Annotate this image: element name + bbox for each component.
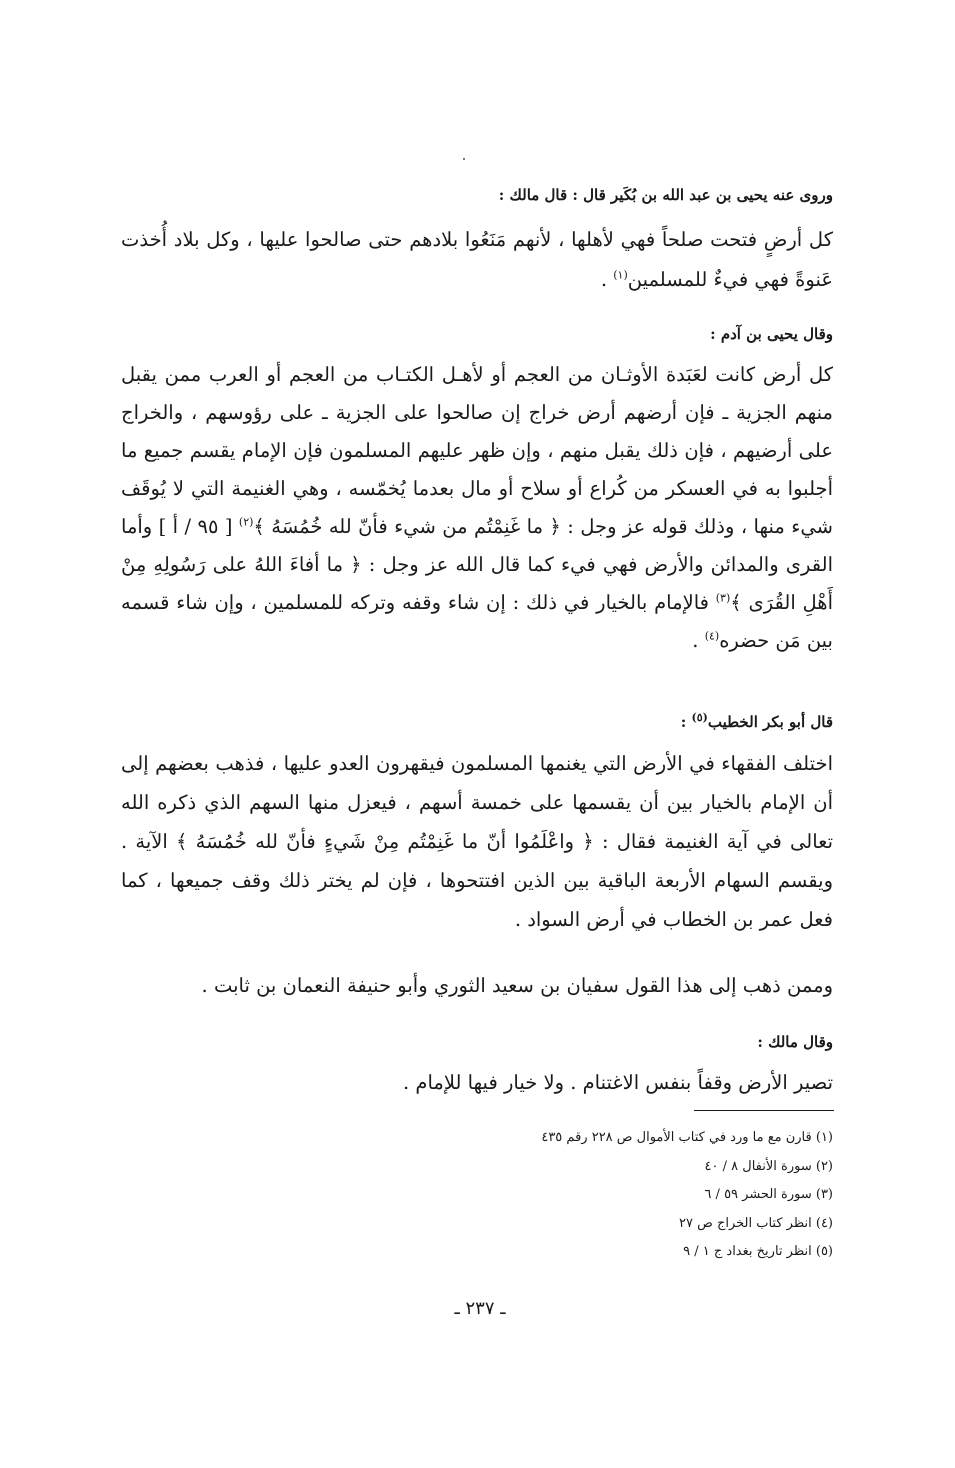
heading-colon: :: [680, 713, 692, 731]
footnote-item: (٣) سورة الحشر ٥٩ / ٦: [704, 1187, 833, 1202]
footnote-item: (٢) سورة الأنفال ٨ / ٤٠: [704, 1158, 833, 1174]
footnotes-list: [333, 1124, 833, 1267]
scan-speck: [463, 158, 465, 160]
paragraph-khatib: اختلف الفقهاء في الأرض التي يغنمها المسلمون فيقهرون العدو عليها ، فذهب بعضهم إلى أن الإمام بالخيار بين أن يقسمها على خمسة أسهم ، فيعزل منها السهم الذي ذكره الله تعالى في آية الغنيمة فقال : ﴿ واعْلَمُوا أنّ ما غَنِمْتُم مِنْ شَيءٍ فأنّ لله خُمُسَهُ ﴾ الآية . ويقسم السهام الأربعة الباقية بين الذين افتتحوها ، فإن لم يختر ذلك وقف جميعها ، كما فعل عمر بن الخطاب في أرض السواد .: [121, 752, 833, 931]
paragraph-malik-lands: [121, 220, 833, 300]
footnote-item: (٤) انظر كتاب الخراج ص ٢٧: [679, 1215, 833, 1231]
paragraph-malik-waqf: تصير الأرض وقفاً بنفس الاغتنام . ولا خيار فيها للإمام .: [403, 1071, 833, 1094]
heading-text: قال أبو بكر الخطيب: [707, 713, 833, 731]
paragraph-text: [ ٩٥ / أ ] وأما القرى والمدائن والأرض فهي فيء كما قال الله عز وجل : ﴿ ما أفاءَ اللهُ على رَسُولِهِ مِنْ أَهْلِ القُرَى ﴾: [121, 515, 833, 614]
footnote-separator: [694, 1110, 834, 1111]
paragraph-text: كل أرض كانت لعَبَدة الأوثـان من العجم أو لأهـل الكتـاب من العجم أو العرب ممن يقبل منهم الجزية ـ فإن أرضهم أرض خراج إن صالحوا على الجزية ـ على رؤوسهم ، والخراج على أرضيهم ، فإن ذلك يقبل منهم ، وإن ظهر عليهم المسلمون فإن الإمام يقسم جميع ما أجلبوا به في العسكر من كُراع أو سلاح أو مال بعدما يُخمّسه ، وهي الغنيمة التي لا يُوقَف شيء منها ، وذلك قوله عز وجل : ﴿ ما غَنِمْتُم من شيء فأنّ لله خُمُسَهُ ﴾: [121, 363, 833, 538]
heading-yahya-ibn-adam: وقال يحيى بن آدم :: [710, 325, 833, 343]
heading-abu-bakr-al-khatib: [113, 711, 833, 733]
footnote-ref-1: (١): [613, 268, 628, 282]
heading-malik-narration: وروى عنه يحيى بن عبد الله بن بُكَير قال : قال مالك :: [498, 186, 833, 204]
footnote-item: (٥) انظر تاريخ بغداد ج ١ / ٩: [683, 1244, 833, 1259]
paragraph-end: .: [692, 629, 705, 652]
paragraph-end: .: [600, 268, 614, 291]
footnote-ref-5: (٥): [691, 711, 708, 724]
page-number: ـ ٢٣٧ ـ: [454, 1298, 506, 1319]
paragraph-text: كل أرضٍ فتحت صلحاً فهي لأهلها ، لأنهم مَنَعُوا بلادهم حتى صالحوا عليها ، وكل بلاد أُخذت عَنوةً فهي فيءٌ للمسلمين: [121, 228, 833, 291]
paragraph-yahya-ibn-adam: [121, 356, 833, 660]
footnote-ref-2: (٢): [238, 515, 254, 529]
footnote-ref-4: (٤): [704, 629, 720, 643]
footnote-ref-3: (٣): [715, 591, 731, 605]
paragraph-thawri: وممن ذهب إلى هذا القول سفيان بن سعيد الثوري وأبو حنيفة النعمان بن ثابت .: [201, 974, 833, 997]
paragraph-text: فالإمام بالخيار في ذلك : إن شاء وقفه وتركه للمسلمين ، وإن شاء قسمه بين مَن حضره: [121, 591, 833, 652]
heading-malik-second: وقال مالك :: [757, 1033, 833, 1051]
footnote-item: (١) قارن مع ما ورد في كتاب الأموال ص ٢٢٨ رقم ٤٣٥: [541, 1130, 833, 1145]
